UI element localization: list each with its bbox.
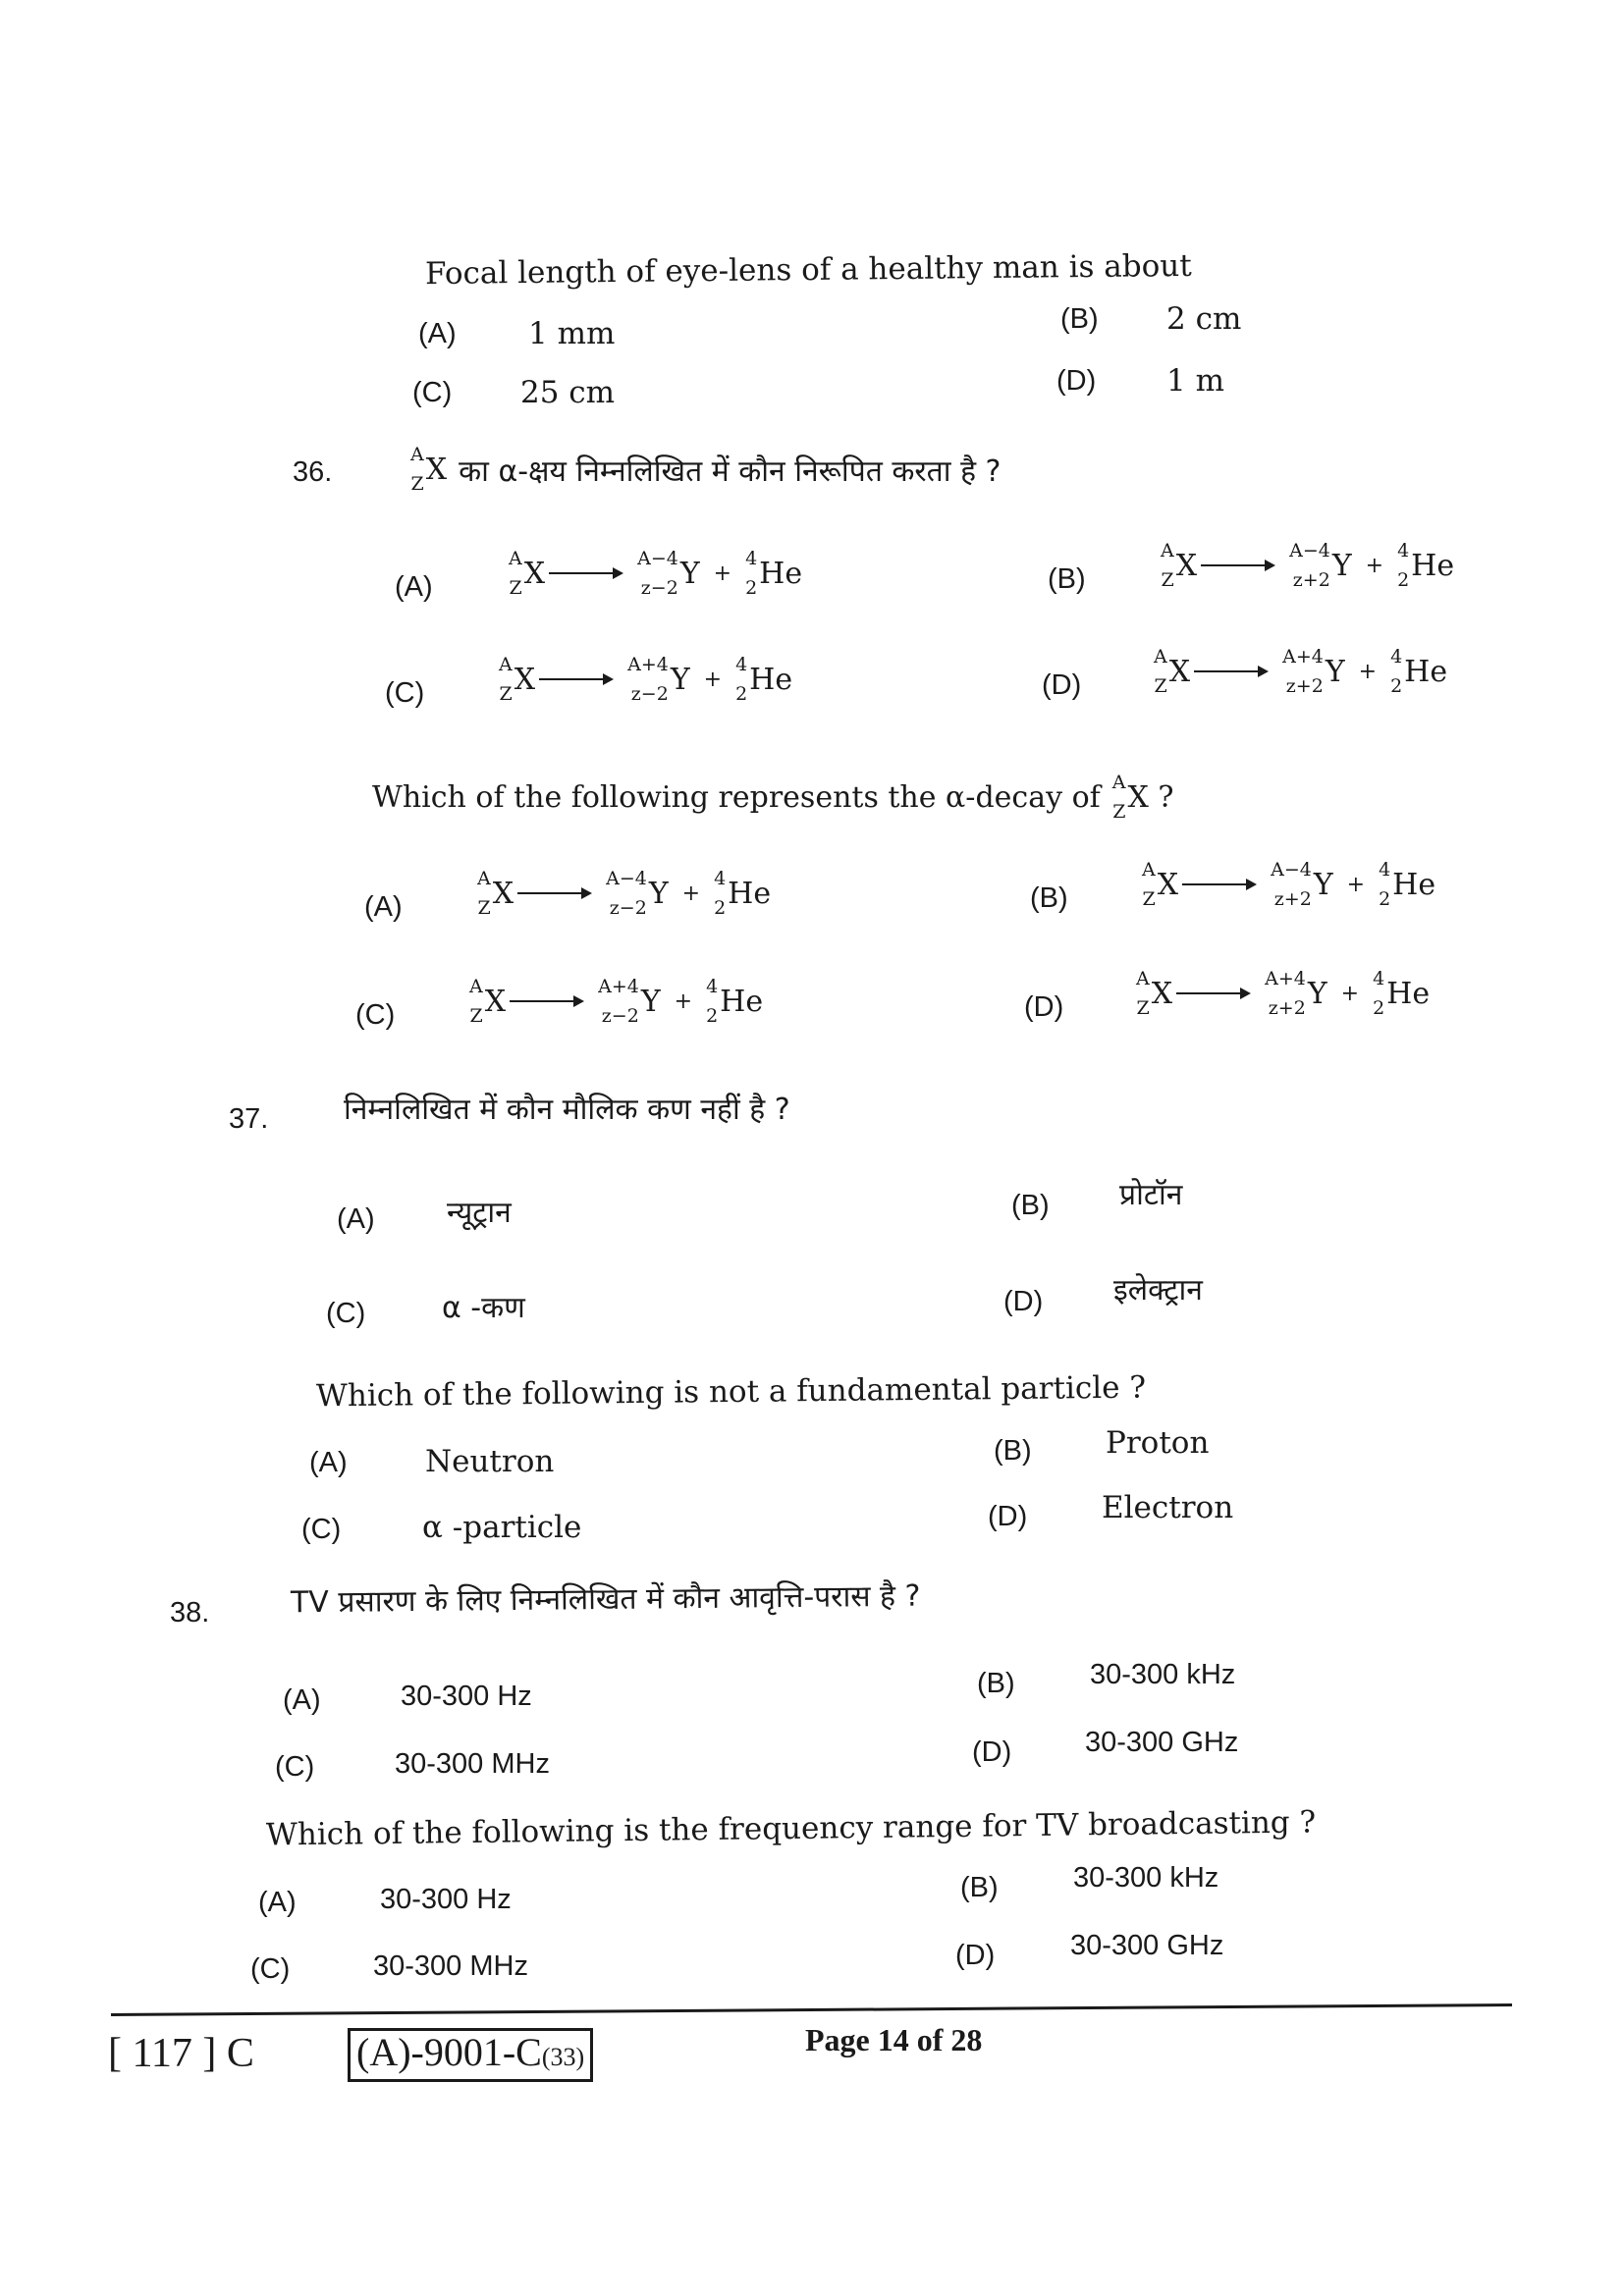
footer-divider [111,2003,1512,2016]
q35-option-c-label: (C) [412,377,453,408]
nuclide [1289,536,1352,595]
nuclide-atomic: Z [410,473,424,495]
q35-option-b: 2 cm [1166,301,1242,337]
q36-question-hi [410,440,1001,499]
q38-en-option-d: 30-300 GHz [1070,1930,1224,1961]
mass-number: A [509,548,522,569]
mass-number: A−4 [1289,540,1330,561]
q38-en-option-b-label: (B) [960,1872,999,1903]
nuclide [509,544,545,603]
q38-hi-option-a-label: (A) [283,1684,321,1716]
nuclide [477,864,514,923]
q35-option-b-label: (B) [1060,303,1099,335]
q38-en-option-a: 30-300 Hz [380,1884,512,1915]
atomic-number: z−2 [609,897,647,919]
atomic-number: 2 [1390,675,1403,697]
plus-sign: + [703,667,723,692]
q37-en-option-c-label: (C) [301,1514,342,1545]
element-symbol: X [514,662,536,697]
mass-number: 4 [1379,859,1391,881]
element-symbol: He [749,662,793,697]
mass-number: A [1154,646,1167,667]
element-symbol: He [1386,976,1431,1011]
mass-number: A+4 [598,976,639,997]
nuclide [637,544,700,603]
q36-hi-option-c-equation [499,650,792,709]
q38-hi-option-b-label: (B) [977,1668,1015,1699]
element-symbol: X [492,876,514,911]
element-symbol: He [728,876,772,911]
mass-number: 4 [1390,646,1403,667]
q36-en-option-a-equation [477,864,771,923]
q37-hi-option-b-label: (B) [1011,1190,1050,1221]
footer-page-number: Page 14 of 28 [805,2022,983,2057]
element-symbol: X [1151,976,1173,1011]
nuclide [706,972,763,1031]
plus-sign: + [1346,872,1366,897]
nuclide [714,864,771,923]
element-symbol: Y [1313,867,1333,902]
atomic-number: 2 [1373,997,1385,1019]
plus-sign: + [1358,659,1378,684]
q36-hi-option-b-label: (B) [1048,563,1086,595]
nuclide [1397,536,1454,595]
mass-number: A [1142,859,1156,881]
atomic-number: 2 [1397,569,1410,591]
plus-sign: + [713,561,732,586]
mass-number: A−4 [1271,859,1312,881]
mass-number: 4 [714,868,727,889]
q38-en-option-b: 30-300 kHz [1073,1862,1219,1894]
q38-hi-option-c-label: (C) [275,1751,315,1783]
mass-number: A+4 [1265,968,1306,989]
element-symbol: Y [679,556,700,591]
q37-hi-option-b: प्रोटॉन [1119,1178,1183,1212]
element-symbol: X [1175,548,1198,583]
atomic-number: Z [477,897,491,919]
arrow-icon [549,572,622,574]
nuclide [606,864,669,923]
nuclide [499,650,535,709]
nuclide-atomic: Z [1112,801,1126,823]
q36-en-option-b-label: (B) [1030,882,1068,914]
mass-number: 4 [745,548,758,569]
q37-en-option-c: α -particle [422,1510,582,1545]
element-symbol: Y [640,984,661,1019]
footer-paper-code: (A)-9001-C [356,2030,542,2074]
q35-option-d: 1 m [1166,363,1224,399]
nuclide [1142,855,1178,914]
q35-option-a: 1 mm [528,316,616,351]
plus-sign: + [681,881,701,906]
q36-hi-option-a-label: (A) [395,571,433,603]
q35-option-a-label: (A) [418,318,457,349]
atomic-number: z+2 [1273,888,1312,910]
q37-en-option-b-label: (B) [994,1435,1032,1467]
atomic-number: 2 [706,1005,719,1027]
nuclide [1136,964,1172,1023]
atomic-number: z−2 [601,1005,639,1027]
q35-option-d-label: (D) [1056,365,1097,397]
nuclide [1161,536,1197,595]
element-symbol: He [1411,548,1455,583]
mass-number: A−4 [637,548,678,569]
element-symbol: He [1404,654,1448,689]
atomic-number: z−2 [640,577,678,599]
arrow-icon [510,1000,582,1002]
nuclide-mass: A [1111,772,1126,793]
mass-number: 4 [1397,540,1410,561]
q38-question-en: Which of the following is the frequency range for TV broadcasting ? [265,1804,1317,1853]
element-symbol: X [1157,867,1179,902]
q37-hi-option-a: न्यूट्रान [447,1196,512,1230]
q38-hi-option-a: 30-300 Hz [401,1681,532,1712]
atomic-number: z+2 [1292,569,1330,591]
q37-hi-option-d-label: (D) [1003,1286,1044,1317]
plus-sign: + [1340,981,1360,1006]
mass-number: A [477,868,491,889]
element-symbol: X [1168,654,1191,689]
q37-en-option-d-label: (D) [988,1501,1028,1532]
q36-hi-option-b-equation [1161,536,1454,595]
atomic-number: z+2 [1268,997,1306,1019]
atomic-number: Z [1154,675,1167,697]
q36-hi-option-d-label: (D) [1042,669,1082,701]
q37-hi-option-c-label: (C) [326,1298,366,1329]
mass-number: A+4 [1282,646,1324,667]
q35-option-c: 25 cm [520,375,616,410]
mass-number: A [499,654,513,675]
atomic-number: 2 [1379,888,1391,910]
element-symbol: Y [1331,548,1352,583]
footer-paper-code-box [348,2028,593,2082]
arrow-icon [539,678,612,680]
q36-number: 36. [293,456,333,488]
q38-hi-option-c: 30-300 MHz [395,1748,550,1780]
plus-sign: + [1365,553,1384,578]
q37-en-option-a-label: (A) [309,1447,348,1478]
q35-question-en: Focal length of eye-lens of a healthy man is about [424,247,1192,293]
mass-number: 4 [706,976,719,997]
nuclide-mass: A [410,444,424,465]
nuclide-symbol: X ? [1127,779,1174,815]
atomic-number: z+2 [1285,675,1324,697]
mass-number: 4 [735,654,748,675]
q38-en-option-c: 30-300 MHz [373,1950,528,1982]
atomic-number: Z [499,683,513,705]
arrow-icon [1194,670,1267,672]
q36-question-en [372,768,1173,827]
nuclide [1271,855,1333,914]
nuclide [469,972,506,1031]
q38-number: 38. [170,1597,210,1629]
arrow-icon [517,892,590,894]
q36-hi-option-a-equation [509,544,802,603]
mass-number: A−4 [606,868,647,889]
atomic-number: Z [509,577,522,599]
element-symbol: Y [648,876,669,911]
mass-number: A [469,976,483,997]
nuclide [1154,642,1190,701]
mass-number: A+4 [627,654,669,675]
element-symbol: He [720,984,764,1019]
atomic-number: z−2 [630,683,669,705]
q36-en-option-c-label: (C) [355,999,396,1031]
nuclide [1282,642,1345,701]
q36-question-hi-text: का α-क्षय निम्नलिखित में कौन निरूपित करता है ? [459,454,1001,489]
q38-hi-option-b: 30-300 kHz [1090,1659,1236,1690]
nuclide [1265,964,1327,1023]
q36-en-option-d-equation [1136,964,1430,1023]
atomic-number: 2 [714,897,727,919]
nuclide [735,650,792,709]
nuclide [1379,855,1435,914]
q38-hi-option-d-label: (D) [972,1736,1012,1768]
mass-number: A [1161,540,1174,561]
q36-hi-option-c-label: (C) [385,677,425,709]
q37-question-hi: निम्नलिखित में कौन मौलिक कण नहीं है ? [344,1093,790,1127]
plus-sign: + [674,988,693,1014]
arrow-icon [1176,992,1249,994]
element-symbol: X [484,984,507,1019]
arrow-icon [1201,564,1273,566]
q36-question-en-text: Which of the following represents the α-decay of [372,779,1101,815]
atomic-number: Z [1142,888,1156,910]
nuclide [1373,964,1430,1023]
q36-en-option-d-label: (D) [1024,991,1064,1023]
q38-en-option-d-label: (D) [955,1940,996,1971]
nuclide [627,650,690,709]
q36-en-option-a-label: (A) [364,891,403,923]
arrow-icon [1182,883,1255,885]
footer-paper-code-sub: (33) [541,2043,585,2071]
q37-en-option-b: Proton [1106,1425,1210,1461]
q36-en-option-c-equation [469,972,763,1031]
element-symbol: X [523,556,546,591]
nuclide [598,972,661,1031]
element-symbol: Y [1325,654,1345,689]
element-symbol: Y [1307,976,1327,1011]
q38-hi-option-d: 30-300 GHz [1085,1727,1239,1758]
mass-number: 4 [1373,968,1385,989]
nuclide [745,544,802,603]
element-symbol: He [759,556,803,591]
atomic-number: Z [1136,997,1150,1019]
q38-en-option-c-label: (C) [250,1953,291,1985]
q37-hi-option-d: इलेक्ट्रान [1113,1273,1203,1308]
q38-en-option-a-label: (A) [258,1887,297,1918]
atomic-number: 2 [735,683,748,705]
q37-hi-option-a-label: (A) [337,1203,375,1235]
q37-en-option-a: Neutron [425,1444,555,1479]
atomic-number: 2 [745,577,758,599]
nuclide [1390,642,1447,701]
element-symbol: He [1392,867,1436,902]
q36-hi-option-d-equation [1154,642,1447,701]
q38-question-hi: TV प्रसारण के लिए निम्नलिखित में कौन आवृत्ति-परास है ? [290,1578,921,1621]
nuclide-symbol: X [425,452,448,487]
atomic-number: Z [1161,569,1174,591]
atomic-number: Z [469,1005,483,1027]
q36-en-option-b-equation [1142,855,1435,914]
q37-question-en: Which of the following is not a fundamental particle ? [315,1369,1147,1415]
mass-number: A [1136,968,1150,989]
q37-hi-option-c: α -कण [442,1291,525,1325]
element-symbol: Y [670,662,690,697]
footer-code: [ 117 ] C [108,2031,254,2076]
q37-number: 37. [229,1103,269,1135]
q37-en-option-d: Electron [1102,1490,1234,1525]
